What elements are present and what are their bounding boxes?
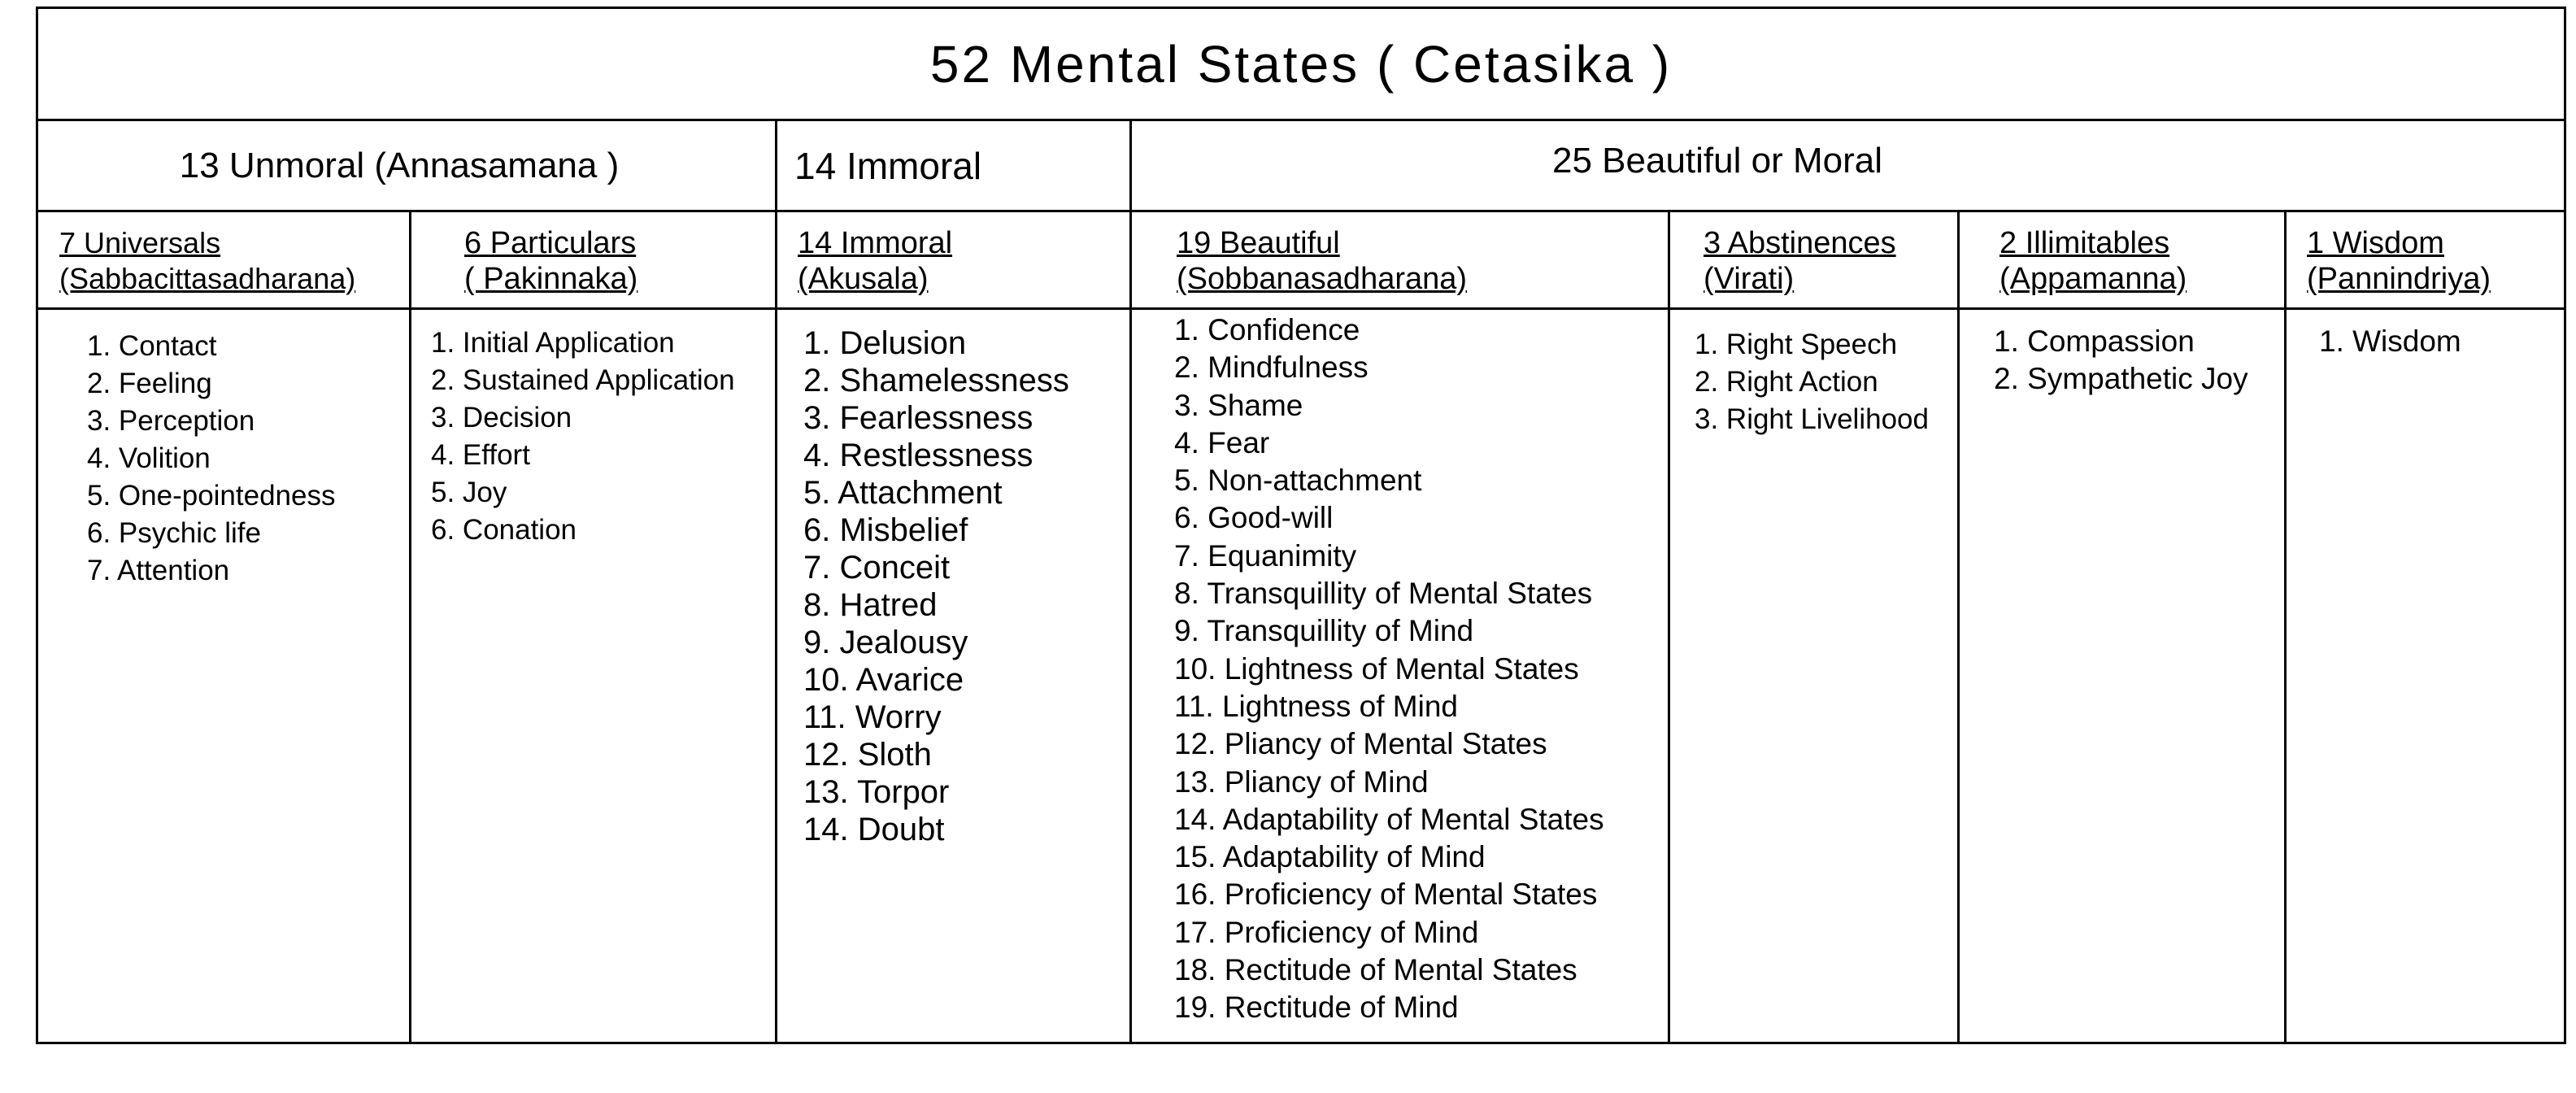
list-item: 4. Restlessness: [803, 438, 1033, 473]
list-item: 3. Decision: [431, 402, 572, 433]
list-item: 1. Confidence: [1174, 313, 1360, 346]
column-heading: 7 Universals: [59, 226, 221, 259]
list-item: 16. Proficiency of Mental States: [1174, 877, 1598, 912]
list-item: 15. Adaptability of Mind: [1174, 840, 1486, 874]
list-item: 1. Contact: [87, 330, 217, 362]
list-item: 3. Fearlessness: [803, 400, 1033, 436]
list-item: 9. Transquillity of Mind: [1174, 614, 1474, 648]
list-abstinences: [1670, 311, 1957, 438]
list-item: 2. Feeling: [87, 368, 212, 399]
list-item: 14. Adaptability of Mental States: [1174, 802, 1604, 836]
list-item: 3. Right Livelihood: [1695, 403, 1929, 435]
list-item: 12. Pliancy of Mental States: [1174, 727, 1547, 761]
list-wisdom: [2287, 311, 2564, 360]
list-item: 3. Perception: [87, 405, 255, 437]
list-item: 12. Sloth: [803, 737, 932, 773]
list-item: 2. Right Action: [1695, 366, 1878, 398]
column-header-beautiful: [1131, 212, 1669, 310]
list-item: 6. Misbelief: [803, 512, 968, 548]
list-item: 19. Rectitude of Mind: [1174, 991, 1459, 1025]
column-subheading: (Sabbacittasadharana): [59, 262, 356, 295]
list-beautiful: [1132, 311, 1668, 1027]
column-subheading: (Sobbanasadharana): [1177, 262, 1468, 296]
column-heading: 6 Particulars: [464, 226, 637, 260]
list-item: 6. Conation: [431, 514, 577, 546]
column-subheading: (Akusala): [798, 262, 929, 296]
list-universals: [38, 311, 409, 590]
column-subheading: ( Pakinnaka): [464, 262, 638, 296]
list-particulars: [411, 311, 775, 549]
list-item: 7. Attention: [87, 555, 230, 586]
column-subheading: (Virati): [1704, 262, 1795, 296]
list-item: 1. Wisdom: [2319, 324, 2461, 358]
list-item: 6. Good-will: [1174, 501, 1334, 535]
list-item: 3. Shame: [1174, 388, 1303, 422]
list-item: 2. Mindfulness: [1174, 351, 1368, 385]
list-item: 4. Effort: [431, 439, 530, 471]
list-item: 10. Avarice: [803, 662, 964, 698]
column-heading: 2 Illimitables: [1999, 226, 2170, 260]
column-heading: 19 Beautiful: [1177, 226, 1340, 260]
list-item: 4. Volition: [87, 442, 211, 474]
list-immoral: [777, 311, 1129, 848]
column-subheading: (Appamanna): [1999, 262, 2187, 296]
list-item: 17. Proficiency of Mind: [1174, 915, 1479, 949]
column-header-abstinences: [1669, 212, 1959, 310]
column-header-universals: [38, 212, 411, 310]
list-item: 11. Lightness of Mind: [1174, 689, 1458, 723]
list-item: 9. Jealousy: [803, 625, 968, 660]
column-subheading: (Pannindriya): [2307, 262, 2491, 296]
group-unmoral: 13 Unmoral (Annasamana ): [38, 121, 777, 212]
column-header-particulars: [411, 212, 777, 310]
list-item: 5. One-pointedness: [87, 480, 336, 512]
list-item: 13. Pliancy of Mind: [1174, 764, 1429, 799]
list-item: 5. Non-attachment: [1174, 464, 1422, 498]
list-item: 2. Sustained Application: [431, 364, 735, 396]
column-header-wisdom: [2286, 212, 2564, 310]
list-item: 8. Transquillity of Mental States: [1174, 577, 1593, 611]
list-item: 10. Lightness of Mental States: [1174, 651, 1579, 686]
list-item: 1. Initial Application: [431, 327, 675, 359]
table-title: 52 Mental States ( Cetasika ): [38, 9, 2564, 121]
list-item: 7. Conceit: [803, 550, 951, 586]
list-item: 6. Psychic life: [87, 517, 261, 549]
group-beautiful: 25 Beautiful or Moral: [1131, 121, 2564, 212]
column-heading: 1 Wisdom: [2307, 226, 2444, 260]
column-header-immoral: [777, 212, 1131, 310]
list-item: 5. Attachment: [803, 475, 1003, 511]
list-item: 18. Rectitude of Mental States: [1174, 953, 1577, 987]
list-item: 1. Delusion: [803, 325, 967, 361]
list-item: 5. Joy: [431, 477, 507, 508]
list-item: 2. Sympathetic Joy: [1994, 362, 2248, 395]
list-item: 1. Compassion: [1994, 324, 2195, 358]
column-header-illimitables: [1959, 212, 2286, 310]
list-item: 2. Shamelessness: [803, 363, 1069, 398]
list-item: 14. Doubt: [803, 812, 945, 847]
list-item: 4. Fear: [1174, 425, 1270, 459]
mental-states-table: [36, 7, 2566, 1044]
list-item: 13. Torpor: [803, 774, 950, 810]
column-heading: 14 Immoral: [798, 226, 953, 260]
list-item: 7. Equanimity: [1174, 538, 1357, 573]
list-illimitables: [1960, 311, 2284, 398]
list-item: 11. Worry: [803, 699, 942, 735]
list-item: 8. Hatred: [803, 587, 938, 623]
list-item: 1. Right Speech: [1695, 329, 1898, 360]
group-immoral: 14 Immoral: [777, 121, 1131, 212]
column-heading: 3 Abstinences: [1704, 226, 1896, 260]
